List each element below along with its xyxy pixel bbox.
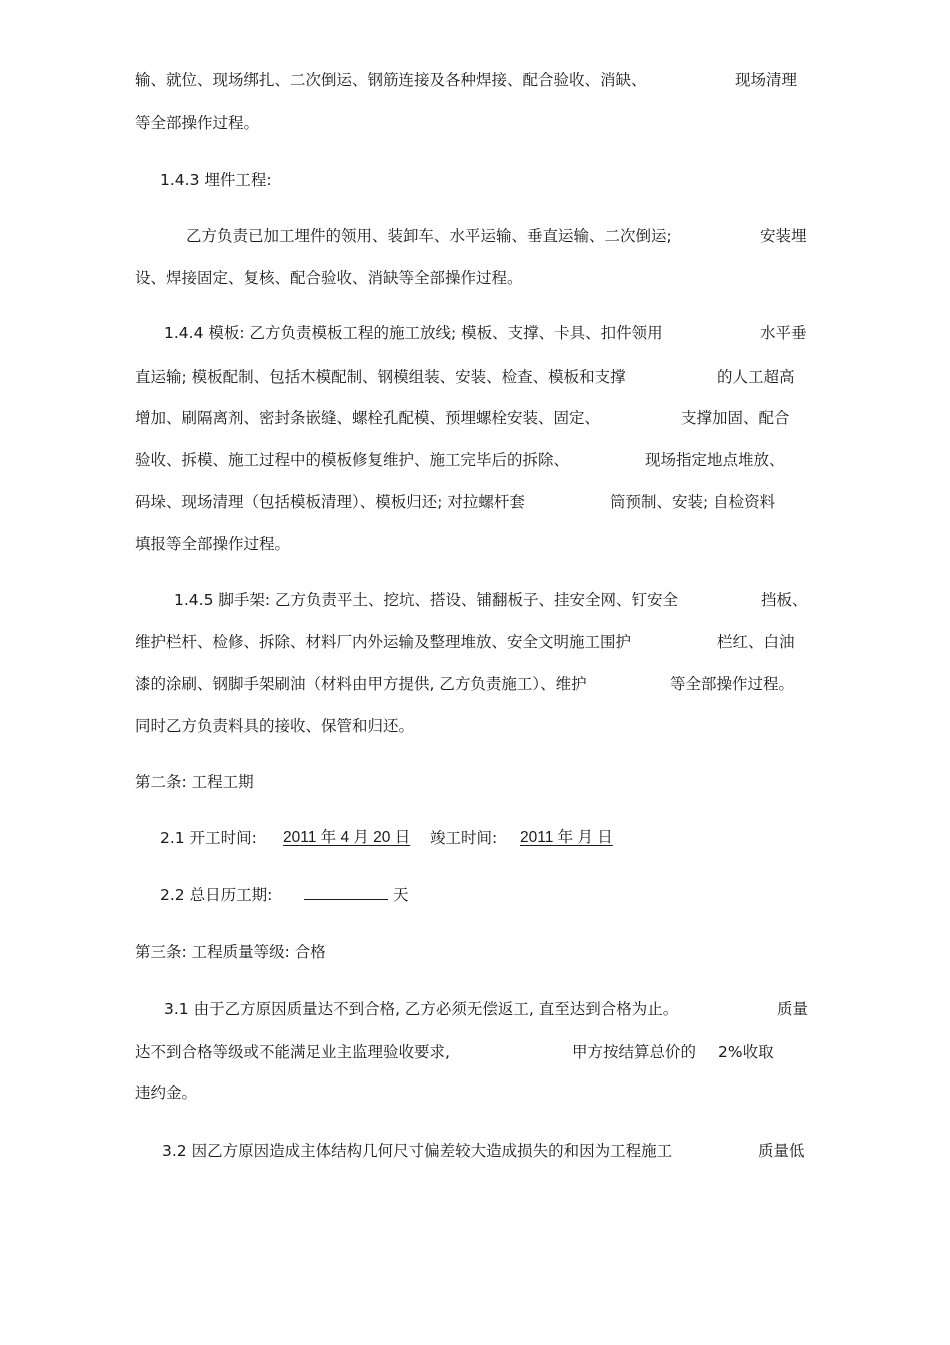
text-line-tail: 的人工超高 xyxy=(717,368,795,386)
schedule-start-label: 2.1 开工时间: xyxy=(160,829,257,847)
text-line: 乙方负责已加工埋件的领用、装卸车、水平运输、垂直运输、二次倒运; xyxy=(186,227,672,245)
text-line-tail: 甲方按结算总价的 xyxy=(572,1043,697,1061)
text-line: 增加、刷隔离剂、密封条嵌缝、螺栓孔配模、预埋螺栓安装、固定、 xyxy=(135,409,601,427)
text-line: 填报等全部操作过程。 xyxy=(135,535,291,553)
text-line-tail: 质量低 xyxy=(758,1142,805,1160)
text-line: 维护栏杆、检修、拆除、材料厂内外运输及整理堆放、安全文明施工围护 xyxy=(135,633,632,651)
penalty-rate: 2%收取 xyxy=(718,1043,774,1061)
schedule-end-label: 竣工时间: xyxy=(430,829,498,847)
section-3-2-line: 3.2 因乙方原因造成主体结构几何尺寸偏差较大造成损失的和因为工程施工 xyxy=(162,1142,673,1160)
section-3-1-line: 3.1 由于乙方原因质量达不到合格, 乙方必须无偿返工, 直至达到合格为止。 xyxy=(164,1000,679,1018)
schedule-start-value: 2011 年 4 月 20 日 xyxy=(283,829,411,846)
text-line-tail: 现场指定地点堆放、 xyxy=(645,451,785,469)
text-line-tail: 挡板、 xyxy=(761,591,808,609)
text-line-tail: 现场清理 xyxy=(735,71,798,89)
schedule-days-blank xyxy=(304,885,388,905)
schedule-days-unit: 天 xyxy=(393,886,409,904)
text-line: 漆的涂刷、钢脚手架刷油（材料由甲方提供, 乙方负责施工）、维护 xyxy=(135,675,587,693)
section-1-4-5-line: 1.4.5 脚手架: 乙方负责平土、挖坑、搭设、铺翻板子、挂安全网、钉安全 xyxy=(174,591,679,609)
schedule-end-value: 2011 年 月 日 xyxy=(520,829,613,846)
text-line: 码垛、现场清理（包括模板清理）、模板归还; 对拉螺杆套 xyxy=(135,493,525,511)
text-line: 设、焊接固定、复核、配合验收、消缺等全部操作过程。 xyxy=(135,269,523,287)
article-2-heading: 第二条: 工程工期 xyxy=(135,773,254,791)
text-line-tail: 安装埋 xyxy=(760,227,807,245)
text-line: 等全部操作过程。 xyxy=(135,114,260,132)
section-heading-1-4-3: 1.4.3 埋件工程: xyxy=(160,171,272,189)
text-line: 输、就位、现场绑扎、二次倒运、钢筋连接及各种焊接、配合验收、消缺、 xyxy=(135,71,647,89)
text-line: 同时乙方负责料具的接收、保管和归还。 xyxy=(135,717,415,735)
text-line-tail: 质量 xyxy=(777,1000,809,1018)
text-line-tail: 支撑加固、配合 xyxy=(681,409,790,427)
text-line: 达不到合格等级或不能满足业主监理验收要求, xyxy=(135,1043,450,1061)
text-line: 违约金。 xyxy=(135,1084,198,1102)
schedule-days-label: 2.2 总日历工期: xyxy=(160,886,273,904)
text-line-tail: 筒预制、安装; 自检资料 xyxy=(610,493,776,511)
text-line-tail: 栏红、白油 xyxy=(717,633,795,651)
text-line-tail: 等全部操作过程。 xyxy=(670,675,795,693)
text-line: 验收、拆模、施工过程中的模板修复维护、施工完毕后的拆除、 xyxy=(135,451,570,469)
text-line-tail: 水平垂 xyxy=(760,324,807,342)
text-line: 直运输; 模板配制、包括木模配制、钢模组装、安装、检查、模板和支撑 xyxy=(135,368,626,386)
section-1-4-4-line: 1.4.4 模板: 乙方负责模板工程的施工放线; 模板、支撑、卡具、扣件领用 xyxy=(164,324,663,342)
article-3-heading: 第三条: 工程质量等级: 合格 xyxy=(135,943,326,961)
